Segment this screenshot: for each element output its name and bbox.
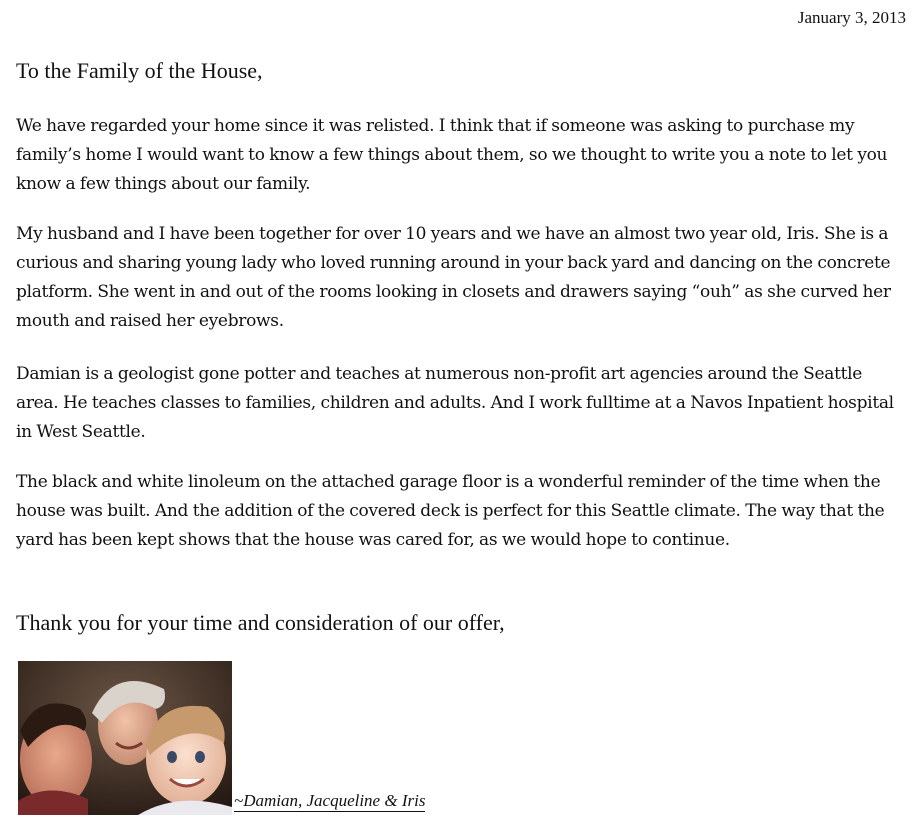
letter-date: January 3, 2013 [797, 8, 906, 27]
letter-closing: Thank you for your time and consideration of our offer, [16, 610, 505, 635]
paragraph-house: The black and white linoleum on the attached garage floor is a wonderful reminder of the time when the house was built. And the addition of the covered deck is perfect for this Seattle climate. The way that the yard has been kept shows that the house was cared for, as we would hope to continue. [16, 472, 885, 550]
paragraph-work: Damian is a geologist gone potter and teaches at numerous non-profit art agencies around the Seattle area. He teaches classes to families, children and adults. And I work fulltime at a Navos Inpatient hospital in West Seattle. [16, 364, 894, 442]
family-photo [18, 661, 232, 815]
letter-signature: ~Damian, Jacqueline & Iris [234, 791, 426, 810]
paragraph-intro: We have regarded your home since it was relisted. I think that if someone was asking to purchase my family’s home I would want to know a few things about them, so we thought to write you a note to let you know a few things about our family. [16, 116, 888, 194]
paragraph-family: My husband and I have been together for over 10 years and we have an almost two year old, Iris. She is a curious and sharing young lady who loved running around in your back yard and dancing on the concrete platform. She went in and out of the rooms looking in closets and drawers saying “ouh” as she curved her mouth and raised her eyebrows. [16, 224, 891, 331]
letter-greeting: To the Family of the House, [16, 58, 263, 83]
